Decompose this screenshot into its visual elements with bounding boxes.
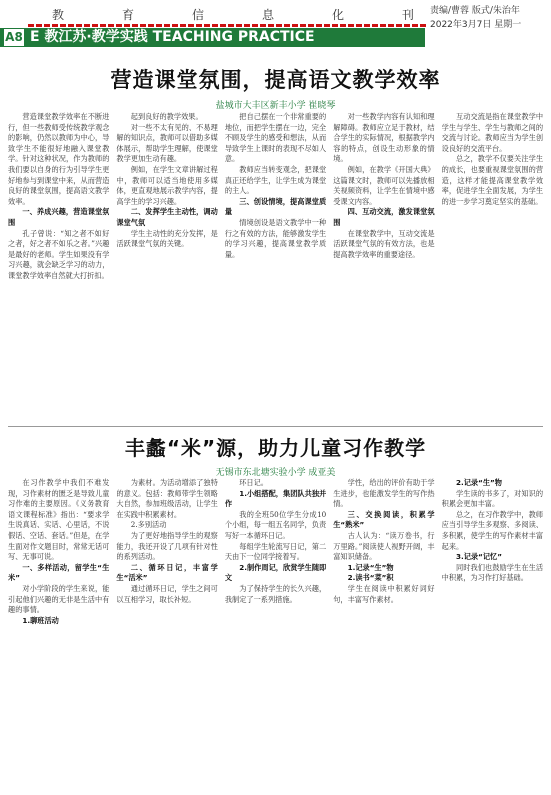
- article-divider: [8, 426, 543, 427]
- article-2-headline: 丰蠡“米”源，助力儿童习作教学: [124, 436, 427, 460]
- paragraph: 把自己摆在一个非常重要的地位，而把学生摆在一边，完全不顾及学生的感受和想法，从而导致学生上课时的表现不尽如人意。: [224, 112, 327, 164]
- text-column: [116, 112, 217, 417]
- subheading: 1.小组搭配，集团队共独并作: [224, 488, 327, 509]
- article-1-byline: 盐城市大丰区新丰小学 崔晓琴: [215, 101, 336, 111]
- motto-char: 教: [52, 8, 67, 22]
- paragraph: 为了保持学生的长久兴趣，我制定了一系列措施。: [224, 583, 327, 604]
- paragraph: 学生读的书多了，对知识的积累会更加丰富。: [441, 488, 544, 509]
- paragraph: 2.多别活动: [130, 520, 167, 530]
- paragraph: 通过循环日记，学生之间可以互相学习，取长补短。: [116, 583, 218, 604]
- paragraph: 互动交流是指在课堂教学中学生与学生、学生与教师之间的交流与讨论。教师应当为学生创设良好的交流平台。: [441, 112, 544, 153]
- text-column: [333, 112, 434, 417]
- paragraph: 营造课堂教学效率在不断进行，但一些教师受传统教学观念的影响，仍然以教师为中心，导致学生不能很好地融入课堂教学。针对这种状况，作为教师的我们要以自身的行为引导学生更好地参与到课堂中来，从而营造良好的课堂氛围，提高语文教学效率。: [8, 112, 110, 206]
- paragraph: 对一些不太有见的、不易理解的知识点，教师可以借助多媒体展示，帮助学生理解，使课堂教学更加生动有趣。: [116, 122, 218, 164]
- text-column: [225, 112, 326, 417]
- text-column: [8, 478, 109, 788]
- paragraph: 学性，给出的评价有助于学生进步，也能激发学生的写作热情。: [333, 478, 435, 509]
- paragraph: 环日记。: [239, 478, 268, 487]
- paragraph: 例如，在学生文章讲解过程中，教师可以适当地使用多媒体，更直观地展示教学内容，提高学生的学习兴趣。: [116, 164, 218, 206]
- subheading: 3.记录“记忆”: [456, 552, 502, 562]
- paragraph: 我的全班50位学生分成10个小组，每一组五名同学，负责写好一本循环日记。: [224, 509, 327, 540]
- paragraph: 学生在阅读中积累好词好句，丰富写作素材。: [333, 583, 435, 604]
- motto-char: 息: [261, 8, 276, 22]
- article-1: [8, 64, 543, 421]
- paragraph: 同时我们也鼓励学生在生活中积累，为习作打好基础。: [441, 562, 544, 583]
- paragraph: 总之，教学不仅要关注学生的成长，也要重视课堂氛围的营造，这样才能提高课堂教学效率，促进学生全面发展，为学生的进一步学习奠定坚实的基础。: [441, 154, 544, 206]
- subheading: 1.聊班活动: [22, 615, 59, 625]
- paragraph: 情境创设是语文教学中一种行之有效的方法，能够激发学生的学习兴趣，提高课堂教学质量。: [224, 217, 327, 259]
- editor-line: 责编/曹蓉 版式/朱治年: [430, 6, 520, 16]
- section-title: E 教江苏·教学实践 TEACHING PRACTICE: [30, 29, 315, 45]
- paragraph: 例如，在教学《开国大典》这篇课文时，教师可以先播放相关视频资料，让学生在情境中感受课文内容。: [333, 164, 435, 206]
- issue-meta: [426, 4, 550, 32]
- paragraph: 教师应当转变观念，把课堂真正还给学生，让学生成为课堂的主人。: [224, 164, 327, 196]
- paragraph: 孔子曾说：“知之者不如好之者，好之者不如乐之者。”兴趣是最好的老师。学生如果没有学习兴趣，就会缺乏学习的动力，课堂教学效率自然就大打折扣。: [8, 228, 110, 280]
- date-line: 2022年3月7日 星期一: [430, 20, 522, 30]
- subheading: 三、交换阅读，积累学生“熟米”: [333, 509, 435, 530]
- subheading: 一、养成兴趣，营造课堂氛围: [8, 207, 110, 227]
- paragraph: 起到良好的教学效果。: [130, 112, 203, 121]
- paragraph: 学生主动性的充分发挥，是活跃课堂气氛的关键。: [116, 228, 218, 249]
- paragraph: 为了更好地指导学生的观察能力，我还开设了几项有针对性的系列活动。: [116, 530, 218, 562]
- subheading: 2.读书“菜”积: [347, 573, 394, 583]
- motto-char: 信: [191, 8, 206, 22]
- subheading: 2.记录“生”物: [456, 478, 502, 487]
- subheading: 1.记录“生”物: [347, 562, 394, 572]
- decorative-border: [28, 24, 426, 27]
- subheading: 四、互动交流，激发课堂氛围: [333, 207, 435, 227]
- text-column: [8, 112, 109, 417]
- masthead-motto: [52, 6, 416, 23]
- text-column: [442, 478, 543, 788]
- paragraph: 古人认为：“读万卷书，行万里路。”阅读使人视野开阔，丰富知识储备。: [333, 530, 435, 562]
- motto-char: 刊: [401, 8, 416, 22]
- paragraph: 对小学阶段的学生来说，能引起他们兴趣的无非是生活中有趣的事情。: [8, 583, 110, 615]
- text-column: [225, 478, 326, 788]
- text-column: [333, 478, 434, 788]
- article-2-columns: [8, 478, 543, 788]
- paragraph: 在习作教学中我们不难发现，习作素材的匮乏是导致儿童习作难的主要原因。《义务教育语文课程标准》指出：“要求学生说真话、实话、心里话，不说假话、空话、套话。”但是，在学生面对作文题目时，常常无话可写、无事可说。: [8, 478, 110, 562]
- motto-char: 育: [121, 8, 136, 22]
- motto-char: 化: [331, 8, 346, 22]
- subheading: 2.制作周记，欣赏学生随即文: [224, 562, 327, 583]
- paragraph: 在课堂教学中，互动交流是活跃课堂气氛的有效方法，也是提高教学效率的重要途径。: [333, 228, 435, 259]
- article-1-headline: 营造课堂氛围，提高语文教学效率: [110, 68, 441, 92]
- paragraph: 总之，在习作教学中，教师应当引导学生多观察、多阅读、多积累，使学生的写作素材丰富起来。: [441, 509, 544, 551]
- page-number: A8: [5, 30, 23, 44]
- subheading: 一、多样活动，留学生“生米”: [8, 562, 110, 583]
- article-2: [8, 432, 543, 792]
- paragraph: 对一些教学内容有认知和理解障碍。教师应立足于教材，结合学生的实际情况，根据教学内容的特点，创设生动形象的情境。: [333, 112, 435, 164]
- text-column: [116, 478, 217, 788]
- subheading: 二、发挥学生主动性，调动课堂气氛: [116, 207, 218, 227]
- subheading: 三、创设情境，提高课堂质量: [224, 196, 327, 217]
- paragraph: 为素材。为活动增添了独特的意义。包括：教师带学生领略大自然，参加班级活动，让学生在实践中积累素材。: [116, 478, 218, 519]
- subheading: 二、循环日记，丰富学生“活米”: [116, 562, 218, 583]
- article-1-columns: [8, 112, 543, 417]
- article-2-byline: 无锡市东北塘实验小学 成亚美: [215, 468, 336, 478]
- paragraph: 每组学生轮流写日记，第二天由下一位同学接着写。: [224, 541, 327, 562]
- text-column: [442, 112, 543, 417]
